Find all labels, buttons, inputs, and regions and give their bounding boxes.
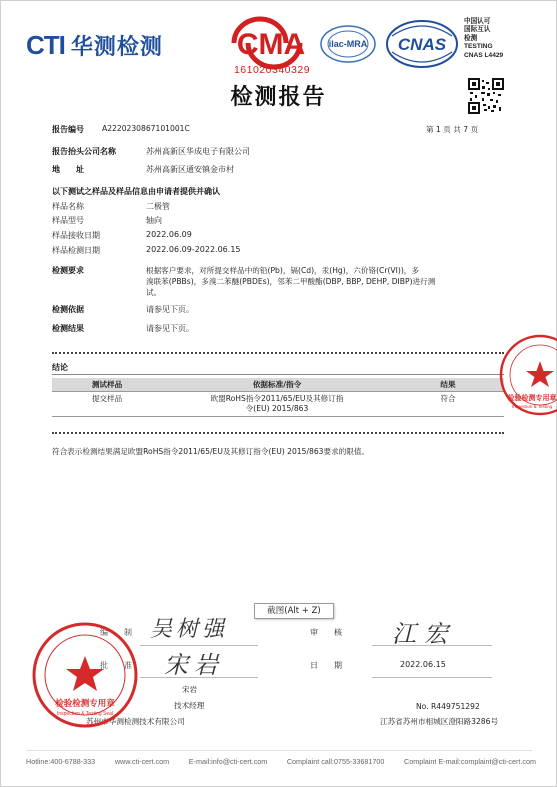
requirement-text [146,265,506,298]
cma-logo [226,16,316,70]
sample-notice: 以下测试之样品及样品信息由申请者提供并确认 [52,187,220,196]
requirement-line: 根据客户要求，对所提交样品中的铅(Pb)，镉(Cd)，汞(Hg)，六价铬(Cr(VI))，多 [146,266,419,275]
footer-complaint-call: Complaint call:0755-33681700 [286,757,385,766]
address-label: 地 址 [52,165,84,174]
date-label: 日 期 [310,661,342,670]
doc-number: No. R449751292 [416,702,480,711]
table-header-row [52,378,504,392]
approver-name: 宋岩 [182,685,198,694]
cnas-logo-text: CNAS [397,35,447,54]
footer-divider [26,750,532,751]
signature-prepared: 吴树强 [150,617,229,642]
footer-hotline: Hotline:400-6788-333 [26,757,96,766]
cell-standard [162,392,392,417]
cnas-logo [384,18,460,70]
test-date-value: 2022.06.09-2022.06.15 [146,245,241,254]
cnas-side-line: CNAS L4429 [464,51,504,59]
table-header-standard: 依据标准/指令 [162,378,392,392]
report-title: 检测报告 [230,85,327,110]
standard-line: 欧盟RoHS指令2011/65/EU及其修订指 [210,394,344,403]
cell-sample: 提交样品 [52,392,162,417]
inspection-seal-left [30,620,140,730]
cnas-side-line: 中国认可 [464,18,491,25]
seal-left-text: 检验检测专用章 [55,699,115,709]
signature-line [372,677,492,678]
divider [52,374,504,375]
cti-logo-cn: 华测检测 [70,34,163,60]
seal-right-text: 检验检测专用章 [507,394,557,402]
standard-line: 令(EU) 2015/863 [245,404,309,413]
table-row [52,392,504,417]
dotted-separator [52,432,504,436]
cnas-side-line: TESTING [464,43,493,51]
requirement-line: 溴联苯(PBBs)，多溴二苯醚(PBDEs)，邻苯二甲酸酯(DBP, BBP, DEHP, DIBP)进行测 [146,277,436,286]
sample-name-label: 样品名称 [52,202,84,211]
page-info: 第 1 页 共 7 页 [426,125,479,134]
signature-reviewed: 江宏 [392,620,456,648]
received-date-value: 2022.06.09 [146,230,192,239]
test-date-label: 样品检测日期 [52,246,100,255]
dotted-separator [52,352,504,356]
signature-line [372,645,492,646]
requirement-label: 检测要求 [52,266,84,275]
inspection-seal-right [498,333,557,417]
cnas-side-line: 检测 [464,34,478,42]
sample-name-value: 二极管 [146,202,170,211]
result-value: 请参见下页。 [146,324,194,333]
company-label: 报告抬头公司名称 [52,147,116,156]
company-name: 苏州市华测检测技术有限公司 [86,717,185,726]
footer-website[interactable]: www.cti-cert.com [114,757,170,766]
basis-label: 检测依据 [52,305,84,314]
table-header-sample: 测试样品 [52,378,162,392]
cnas-side-line: 国际互认 [464,26,491,34]
conclusion-statement: 符合表示检测结果满足欧盟RoHS指令2011/65/EU及其修订指令(EU) 2015/863要求的限值。 [52,447,370,456]
address-value: 苏州高新区通安镇金市村 [146,165,234,174]
cnas-accreditation-text [464,18,534,60]
approved-label: 批 准 [100,661,132,670]
conclusion-title: 结论 [52,363,68,372]
reviewed-label: 审 核 [310,628,342,637]
footer-complaint-email[interactable]: Complaint E-mail:complaint@cti-cert.com [404,757,536,766]
cma-code: 161020340329 [233,64,311,76]
report-no-value: A2220230867101001C [102,124,190,133]
report-no-label: 报告编号 [52,125,84,134]
ilac-logo-text: ilac-MRA [328,39,368,49]
screenshot-tooltip[interactable]: 截图(Alt + Z) [254,603,334,619]
result-label: 检测结果 [52,324,84,333]
received-date-label: 样品接收日期 [52,231,100,240]
date-value: 2022.06.15 [400,660,446,669]
seal-left-subtext: Inspection & Testing Seal [56,711,114,717]
sample-model-label: 样品型号 [52,216,84,225]
cma-logo-text: CMA [236,28,306,61]
footer-email[interactable]: E-mail:info@cti-cert.com [188,757,268,766]
cti-logo [26,30,163,60]
requirement-line: 试。 [146,288,162,297]
signature-line [140,677,258,678]
company-address: 江苏省苏州市相城区澄阳路3286号 [380,717,499,726]
signature-approved: 宋岩 [164,651,224,679]
cti-logo-latin: CTI [26,29,65,60]
prepared-label: 编 制 [100,628,132,637]
sample-model-value: 轴向 [146,216,162,225]
approver-title: 技术经理 [174,701,205,710]
seal-right-subtext: Inspection & Testing [511,404,553,409]
company-value: 苏州高新区华成电子有限公司 [146,147,250,156]
footer [26,757,536,766]
ilac-mra-logo [318,22,378,66]
table-header-result: 结果 [392,378,504,392]
cell-result: 符合 [392,392,504,417]
basis-value: 请参见下页。 [146,305,194,314]
conclusion-table [52,378,504,417]
